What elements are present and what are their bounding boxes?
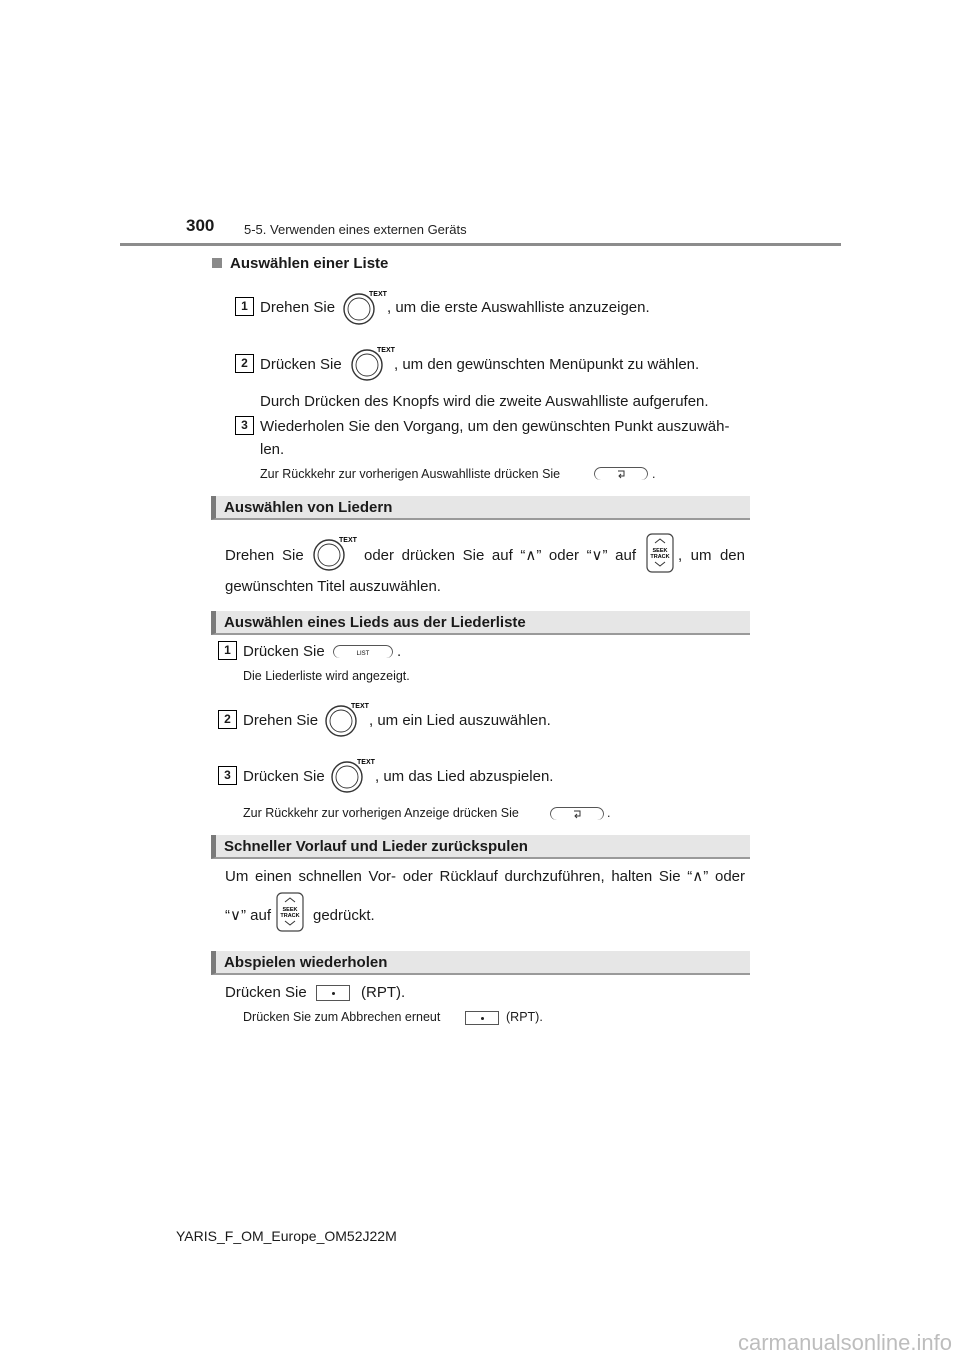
body-text: gewünschten Titel auszuwählen. (225, 578, 441, 595)
step-text: , um ein Lied auszuwählen. (369, 712, 551, 729)
note-text: Zur Rückkehr zur vorherigen Anzeige drücken Sie (243, 806, 519, 820)
step-text: , um das Lied abzuspielen. (375, 768, 554, 785)
step-text: Drehen Sie (260, 299, 336, 316)
watermark: carmanualsonline.info (737, 1330, 952, 1355)
svg-text:TRACK: TRACK (280, 913, 300, 919)
step-text: Drücken Sie (243, 768, 325, 785)
note-text: Zur Rückkehr zur vorherigen Auswahlliste drücken Sie (260, 467, 561, 481)
body-text: Drehen (225, 547, 275, 564)
svg-text:TEXT: TEXT (351, 703, 369, 710)
section-title: 5-5. Verwenden eines externen Geräts (244, 222, 467, 237)
step-text: , um den gewünschten Menüpunkt zu wählen. (394, 356, 700, 373)
text-knob-icon (312, 536, 358, 572)
svg-text:LIST: LIST (356, 651, 370, 657)
header-rule (120, 243, 841, 246)
back-button-icon (594, 467, 648, 480)
step-number: 1 (235, 297, 254, 316)
step-number: 3 (235, 416, 254, 435)
step-text: len. (260, 441, 285, 458)
svg-text:SEEK: SEEK (282, 907, 298, 913)
body-text: “∨” auf (225, 907, 271, 924)
step-text: . (397, 643, 402, 660)
step-text: Wiederholen Sie den Vorgang, um den gewünschten Punkt auszuwäh- (260, 418, 730, 435)
step-number: 1 (218, 641, 237, 660)
list-button-icon (333, 645, 393, 658)
seek-track-button-icon (276, 892, 304, 932)
note-text: (RPT). (506, 1010, 543, 1024)
step-number: 2 (235, 354, 254, 373)
body-text: gedrückt. (313, 907, 375, 924)
step-text: Drücken Sie (243, 643, 325, 660)
note-text: Drücken Sie zum Abbrechen erneut (243, 1010, 441, 1024)
text-knob-icon (350, 346, 396, 382)
section-bar-fast-forward: Schneller Vorlauf und Lieder zurückspulen (211, 835, 750, 859)
svg-text:TRACK: TRACK (650, 554, 670, 560)
svg-text:TEXT: TEXT (377, 347, 395, 354)
square-bullet-icon (212, 258, 222, 268)
list-select-heading: Auswählen einer Liste (212, 255, 388, 272)
step-number: 3 (218, 766, 237, 785)
footer-code: YARIS_F_OM_Europe_OM52J22M (176, 1228, 397, 1244)
body-text: oder drücken Sie auf “∧” oder “∨” auf (364, 547, 636, 564)
step-text: Drehen Sie (243, 712, 319, 729)
svg-text:TEXT: TEXT (357, 759, 375, 766)
body-text: Um einen schnellen Vor- oder Rücklauf durchzuführen, halten Sie “∧” oder (225, 868, 745, 885)
body-text: Drücken Sie (225, 984, 307, 1001)
text-knob-icon (342, 290, 388, 326)
body-text: Durch Drücken des Knopfs wird die zweite Auswahlliste aufgerufen. (260, 393, 709, 410)
rpt-button-icon (316, 985, 350, 1001)
note-text: . (607, 806, 611, 820)
note-text: Die Liederliste wird angezeigt. (243, 669, 410, 683)
body-text: Sie (282, 547, 304, 564)
text-knob-icon (330, 758, 376, 794)
step-text: , um die erste Auswahlliste anzuzeigen. (387, 299, 650, 316)
section-bar-song-list: Auswählen eines Lieds aus der Liederliste (211, 611, 750, 635)
svg-text:TEXT: TEXT (339, 537, 357, 544)
knob-label: TEXT (369, 291, 387, 298)
back-button-icon (550, 807, 604, 820)
text-knob-icon (324, 702, 370, 738)
note-text: . (652, 467, 656, 481)
section-bar-repeat: Abspielen wiederholen (211, 951, 750, 975)
body-text: , um den (678, 547, 745, 564)
step-text: Drücken Sie (260, 356, 342, 373)
svg-text:SEEK: SEEK (652, 548, 668, 554)
rpt-button-icon (465, 1011, 499, 1025)
seek-track-button-icon (646, 533, 674, 573)
page-number: 300 (186, 216, 215, 235)
section-bar-songs: Auswählen von Liedern (211, 496, 750, 520)
step-number: 2 (218, 710, 237, 729)
body-text: (RPT). (361, 984, 406, 1001)
